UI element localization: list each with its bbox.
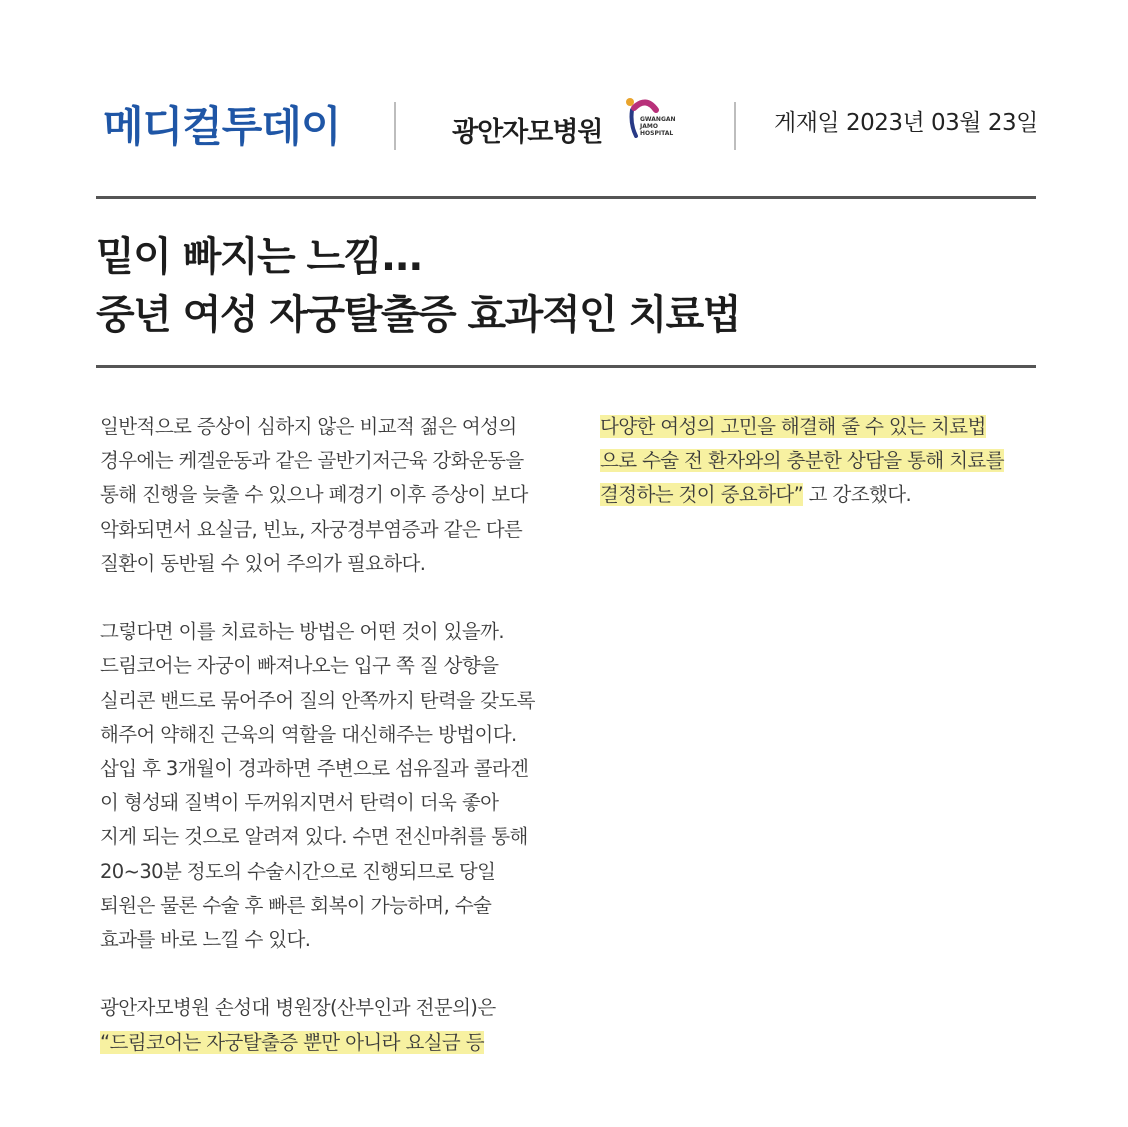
publication-date: 게재일 2023년 03월 23일	[774, 110, 1038, 136]
page-header	[0, 88, 1128, 158]
text-line: 광안자모병원 손성대 병원장(산부인과 전문의)은	[100, 996, 496, 1020]
text-line: 통해 진행을 늦출 수 있으나 폐경기 이후 증상이 보다	[100, 483, 528, 507]
text-line: 실리콘 밴드로 묶어주어 질의 안쪽까지 탄력을 갖도록	[100, 688, 535, 712]
text-line: 고 강조했다.	[803, 483, 912, 507]
article-column-left	[100, 410, 542, 1094]
hospital-name-en: GWANGAN JAMO HOSPITAL	[640, 116, 676, 137]
article-column-right	[600, 410, 1040, 513]
article-paragraph	[100, 615, 542, 957]
highlighted-quote: 다양한 여성의 고민을 해결해 줄 수 있는 치료법	[600, 415, 986, 438]
text-line: 해주어 약해진 근육의 역할을 대신해주는 방법이다.	[100, 722, 517, 746]
text-line: 효과를 바로 느낄 수 있다.	[100, 928, 311, 952]
highlighted-quote: “드림코어는 자궁탈출증 뿐만 아니라 요실금 등	[100, 1030, 484, 1054]
text-line: 악화되면서 요실금, 빈뇨, 자궁경부염증과 같은 다른	[100, 517, 523, 541]
text-line: 퇴원은 물론 수술 후 빠른 회복이 가능하며, 수술	[100, 893, 492, 917]
headline-bottom-rule	[96, 365, 1036, 368]
header-divider	[734, 102, 736, 150]
text-line: 이 형성돼 질벽이 두꺼워지면서 탄력이 더욱 좋아	[100, 791, 499, 815]
text-line: 지게 되는 것으로 알려져 있다. 수면 전신마취를 통해	[100, 825, 528, 849]
headline	[96, 228, 1036, 344]
text-line: 드림코어는 자궁이 빠져나오는 입구 쪽 질 상향을	[100, 654, 499, 678]
highlighted-quote: 결정하는 것이 중요하다”	[600, 483, 804, 507]
headline-line: 밑이 빠지는 느낌...	[96, 234, 422, 280]
header-divider	[394, 102, 396, 150]
headline-line: 중년 여성 자궁탈출증 효과적인 치료법	[96, 292, 740, 338]
text-line: 그렇다면 이를 치료하는 방법은 어떤 것이 있을까.	[100, 620, 504, 644]
highlighted-quote: 으로 수술 전 환자와의 충분한 상담을 통해 치료를	[600, 449, 1004, 473]
text-line: 일반적으로 증상이 심하지 않은 비교적 젊은 여성의	[100, 415, 517, 438]
publication-logo: 메디컬투데이	[103, 102, 341, 151]
headline-top-rule	[96, 196, 1036, 199]
hospital-name: 광안자모병원	[452, 117, 603, 148]
text-line: 20~30분 정도의 수술시간으로 진행되므로 당일	[100, 859, 496, 883]
article-paragraph	[100, 410, 542, 581]
text-line: 질환이 동반될 수 있어 주의가 필요하다.	[100, 551, 426, 575]
text-line: 삽입 후 3개월이 경과하면 주변으로 섬유질과 콜라겐	[100, 757, 529, 781]
article-paragraph	[100, 991, 542, 1059]
text-line: 경우에는 케겔운동과 같은 골반기저근육 강화운동을	[100, 449, 524, 473]
